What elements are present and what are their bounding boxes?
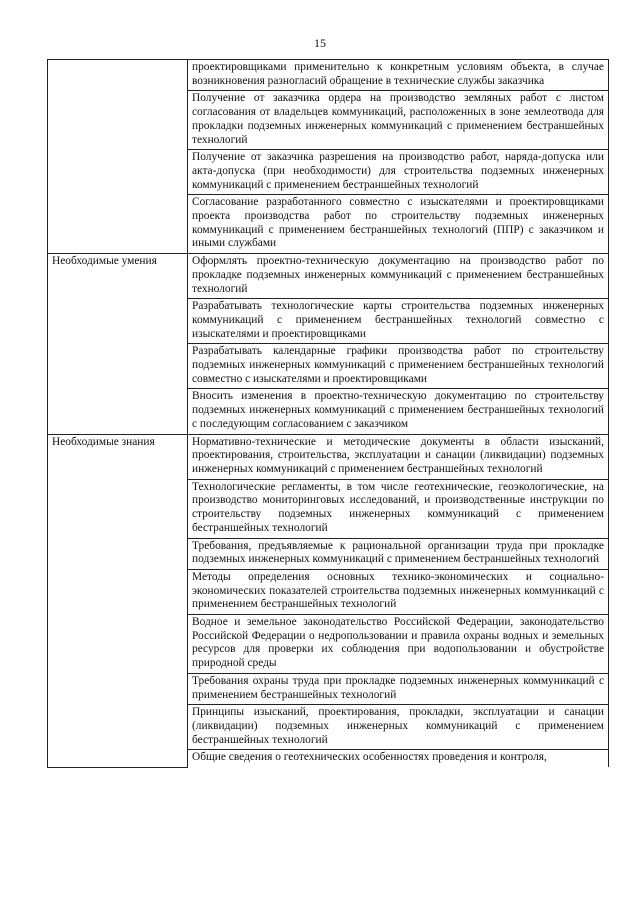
requirements-table (47, 59, 609, 768)
table-cell: Разрабатывать технологические карты строительства подземных инженерных коммуникаций с применением бестраншейных технологий совместно с изыскателями и проектировщиками (188, 299, 609, 344)
table-cell: Разрабатывать календарные графики производства работ по строительству подземных инженерных коммуникаций с применением бестраншейных технологий совместно с изыскателями и проектировщиками (188, 344, 609, 389)
table-row (48, 434, 609, 479)
table-cell: Оформлять проектно-техническую документацию на производство работ по прокладке подземных инженерных коммуникаций с применением бестраншейных технологий (188, 254, 609, 299)
table-cell: Вносить изменения в проектно-техническую документацию по строительству подземных инженерных коммуникаций с применением бестраншейных технологий с последующим согласованием с заказчиком (188, 389, 609, 434)
table-cell: Согласование разработанного совместно с изыскателями и проектировщиками проекта производства работ по строительству подземных инженерных коммуникаций с применением бестраншейных технологий (ППР) с заказчиком и иными службами (188, 195, 609, 254)
table-cell: Получение от заказчика ордера на производство земляных работ с листом согласования от владельцев коммуникаций, расположенных в зоне землеотвода для прокладки подземных инженерных коммуникаций с применением бестраншейных технологий (188, 91, 609, 150)
table-cell: Принципы изысканий, проектирования, прокладки, эксплуатации и санации (ликвидации) подземных инженерных коммуникаций с применением бестраншейных технологий (188, 705, 609, 750)
section-label-skills: Необходимые умения (48, 254, 188, 434)
table-cell: проектировщиками применительно к конкретным условиям объекта, в случае возникновения разногласий обращение в технические службы заказчика (188, 60, 609, 91)
table-cell: Общие сведения о геотехнических особенностях проведения и контроля, (188, 750, 609, 767)
page-number: 15 (314, 36, 326, 50)
table-cell: Методы определения основных технико-экономических и социально-экономических показателей строительства подземных инженерных коммуникаций с применением бестраншейных технологий (188, 569, 609, 614)
table-cell: Нормативно-технические и методические документы в области изысканий, проектирования, строительства, эксплуатации и санации (ликвидации) подземных инженерных коммуникаций с применением бестраншейных технологий (188, 434, 609, 479)
table-cell: Технологические регламенты, в том числе геотехнические, геоэкологические, на производство мониторинговых исследований, и производственные инструкции по строительству подземных инженерных коммуникаций с применением бестраншейных технологий (188, 479, 609, 538)
section-label-knowledge: Необходимые знания (48, 434, 188, 767)
table-row (48, 60, 609, 91)
table-cell: Водное и земельное законодательство Российской Федерации, законодательство Российской Федерации о недропользовании и правила охраны водных и земельных ресурсов для проверки их соблюдения при водопользовании и обустройстве природной среды (188, 615, 609, 674)
table-cell: Требования, предъявляемые к рациональной организации труда при прокладке подземных инженерных коммуникаций с применением бестраншейных технологий (188, 538, 609, 569)
table-cell: Получение от заказчика разрешения на производство работ, наряда-допуска или акта-допуска (при необходимости) для строительства подземных инженерных коммуникаций с применением бестраншейных технологий (188, 150, 609, 195)
section-label (48, 60, 188, 254)
table-cell: Требования охраны труда при прокладке подземных инженерных коммуникаций с применением бестраншейных технологий (188, 673, 609, 704)
table-row (48, 254, 609, 299)
